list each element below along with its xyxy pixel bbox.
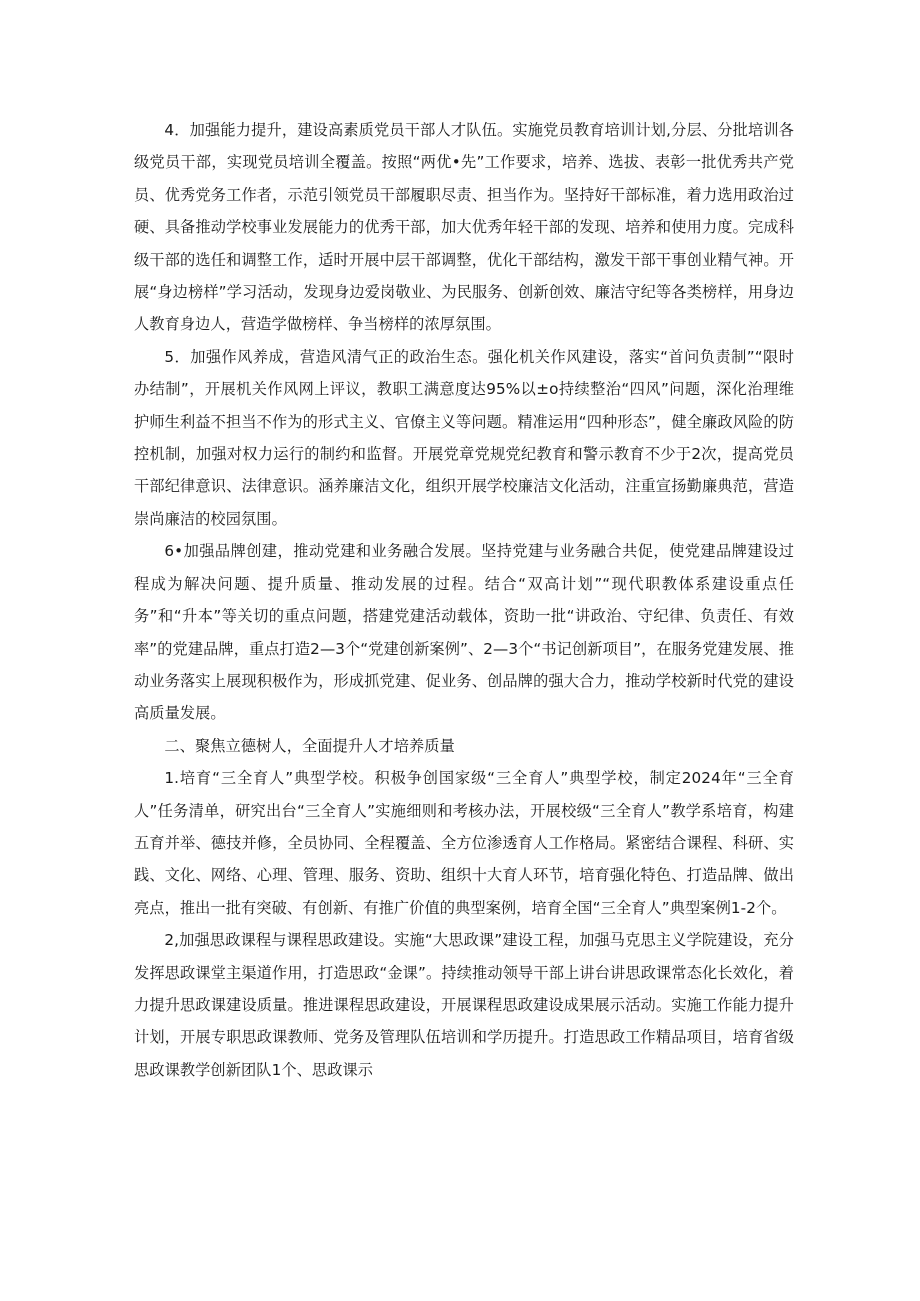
- paragraph-ideological-courses: 2,加强思政课程与课程思政建设。实施“大思政课”建设工程，加强马克思主义学院建设，充分发挥思政课堂主渠道作用，打造思政“金课”。持续推动领导干部上讲台讲思政课常态化长效化，着力提升思政课建设质量。推进课程思政建设，开展课程思政建设成果展示活动。实施工作能力提升计划，开展专职思政课教师、党务及管理队伍培训和学历提升。打造思政工作精品项目，培育省级思政课教学创新团队1个、思政课示: [134, 931, 794, 1079]
- section-heading-moral-education: 二、聚焦立德树人，全面提升人才培养质量: [164, 736, 455, 755]
- paragraph-strengthen-work-style: 5．加强作风养成，营造风清气正的政治生态。强化机关作风建设，落实“首问负责制”“限时办结制”，开展机关作风网上评议，教职工满意度达95%以±o持续整治“四风”问题，深化治理维护师生利益不担当不作为的形式主义、官僚主义等问题。精准运用“四种形态”，健全廉政风险的防控机制，加强对权力运行的制约和监督。开展党章党规党纪教育和警示教育不少于2次，提高党员干部纪律意识、法律意识。涵养廉洁文化，组织开展学校廉洁文化活动，注重宣扬勤廉典范，营造崇尚廉洁的校园氛围。: [134, 347, 794, 528]
- paragraph-three-all-education: 1.培育“三全育人”典型学校。积极争创国家级“三全育人”典型学校，制定2024年“三全育人”任务清单，研究出台“三全育人”实施细则和考核办法，开展校级“三全育人”教学系培育，构建五育并举、德技并修，全员协同、全程覆盖、全方位渗透育人工作格局。紧密结合课程、科研、实践、文化、网络、心理、管理、服务、资助、组织十大育人环节，培育强化特色、打造品牌、做出亮点，推出一批有突破、有创新、有推广价值的典型案例，培育全国“三全育人”典型案例1-2个。: [134, 769, 794, 917]
- paragraph-strengthen-brand: 6•加强品牌创建，推动党建和业务融合发展。坚持党建与业务融合共促，使党建品牌建设过程成为解决问题、提升质量、推动发展的过程。结合“双高计划”“现代职教体系建设重点任务”和“升本”等关切的重点问题，搭建党建活动载体，资助一批“讲政治、守纪律、负责任、有效率”的党建品牌，重点打造2—3个“党建创新案例”、2—3个“书记创新项目”，在服务党建发展、推动业务落实上展现积极作为，形成抓党建、促业务、创品牌的强大合力，推动学校新时代党的建设高质量发展。: [134, 542, 794, 723]
- document-body: [134, 114, 794, 1086]
- paragraph-strengthen-capability: 4．加强能力提升，建设高素质党员干部人才队伍。实施党员教育培训计划,分层、分批培训各级党员干部，实现党员培训全覆盖。按照“两优•先”工作要求，培养、选拔、表彰一批优秀共产党员、优秀党务工作者，示范引领党员干部履职尽责、担当作为。坚持好干部标准，着力选用政治过硬、具备推动学校事业发展能力的优秀干部，加大优秀年轻干部的发现、培养和使用力度。完成科级干部的选任和调整工作，适时开展中层干部调整，优化干部结构，激发干部干事创业精气神。开展“身边榜样”学习活动，发现身边爱岗敬业、为民服务、创新创效、廉洁守纪等各类榜样，用身边人教育身边人，营造学做榜样、争当榜样的浓厚氛围。: [134, 121, 794, 334]
